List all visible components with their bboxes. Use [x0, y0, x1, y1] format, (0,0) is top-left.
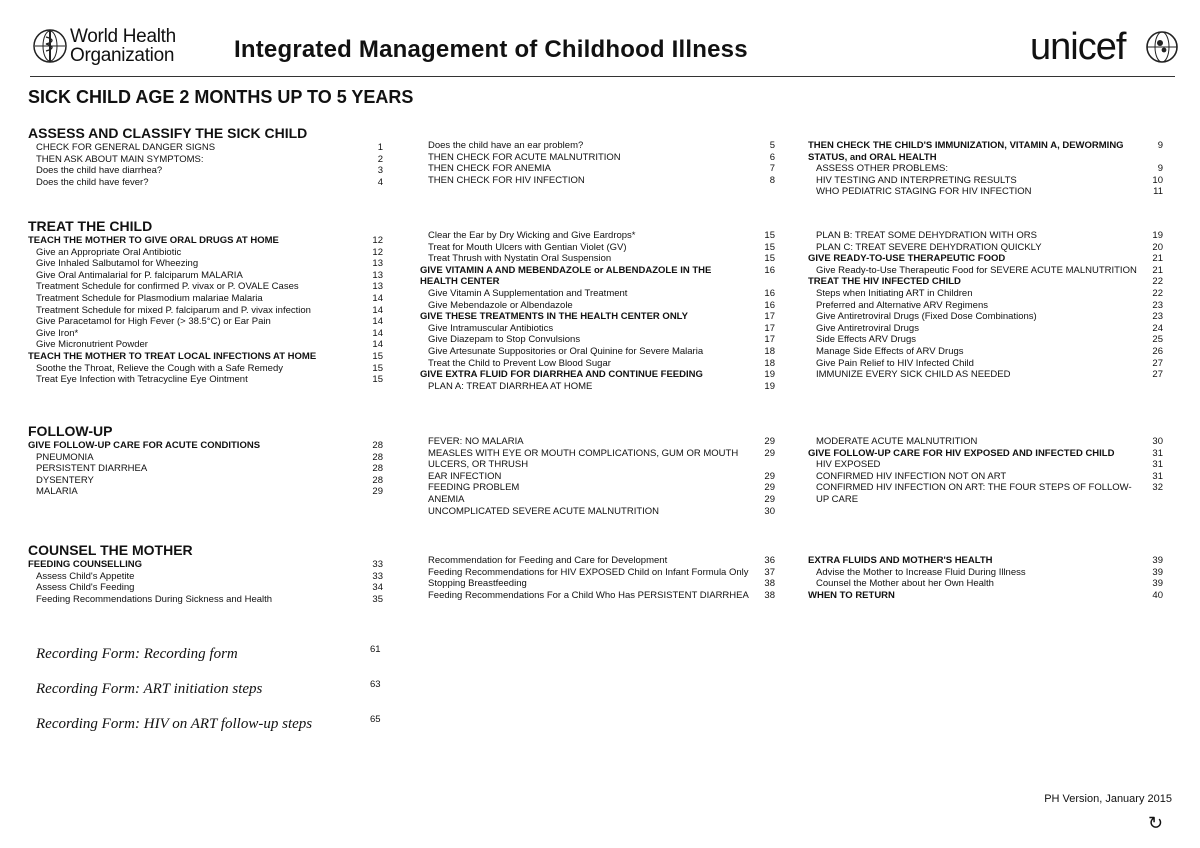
toc-entry[interactable]: [28, 305, 383, 317]
toc-entry-label: THEN CHECK THE CHILD'S IMMUNIZATION, VITAMIN A, DEWORMING STATUS, and ORAL HEALTH: [808, 140, 1124, 163]
toc-entry[interactable]: [808, 346, 1163, 358]
toc-entry-page: 6: [769, 151, 775, 163]
toc-entry[interactable]: [28, 328, 383, 340]
toc-entry-label: Treat for Mouth Ulcers with Gentian Violet (GV): [428, 241, 627, 253]
toc-entry-label: Give Antiretroviral Drugs (Fixed Dose Combinations): [816, 311, 1037, 323]
toc-entry-page: 31: [1152, 447, 1163, 459]
followup-col2: [420, 436, 775, 517]
unicef-emblem-icon: [1145, 30, 1179, 64]
toc-entry-page: 28: [372, 463, 383, 475]
counsel-col1: [28, 559, 383, 605]
toc-entry-label: Give Micronutrient Powder: [36, 339, 148, 351]
recording-form-page: 63: [370, 679, 381, 690]
toc-entry[interactable]: [28, 363, 383, 375]
toc-entry-page: 15: [764, 230, 775, 241]
toc-entry[interactable]: [808, 163, 1163, 175]
toc-entry-page: 33: [372, 570, 383, 582]
toc-entry[interactable]: [28, 177, 383, 189]
toc-entry[interactable]: [420, 567, 775, 579]
toc-entry[interactable]: [808, 448, 1163, 460]
toc-entry-label: MODERATE ACUTE MALNUTRITION: [816, 436, 978, 447]
toc-entry[interactable]: [420, 448, 775, 471]
toc-entry-page: 4: [377, 176, 383, 188]
toc-entry-page: 19: [1152, 230, 1163, 241]
toc-entry[interactable]: [420, 323, 775, 335]
toc-entry-label: Give Diazepam to Stop Convulsions: [428, 334, 581, 346]
toc-entry[interactable]: [420, 175, 775, 187]
toc-entry[interactable]: [808, 567, 1163, 579]
toc-entry-page: 21: [1152, 253, 1163, 265]
toc-entry[interactable]: [808, 369, 1163, 381]
toc-entry[interactable]: [808, 358, 1163, 370]
toc-entry[interactable]: [420, 471, 775, 483]
toc-entry-page: 29: [764, 482, 775, 494]
toc-entry-page: 17: [764, 311, 775, 323]
header: [0, 0, 1200, 80]
recording-form-link[interactable]: Recording Form: ART initiation steps: [36, 681, 263, 697]
toc-entry-page: 16: [764, 299, 775, 311]
toc-entry[interactable]: [808, 555, 1163, 567]
who-wordmark: [70, 27, 176, 65]
toc-entry-label: THEN ASK ABOUT MAIN SYMPTOMS:: [36, 153, 204, 165]
toc-entry-page: 16: [764, 287, 775, 299]
toc-entry[interactable]: [28, 316, 383, 328]
toc-entry-page: 27: [1152, 357, 1163, 369]
treat-col2: [420, 230, 775, 392]
toc-entry-label: FEEDING COUNSELLING: [28, 559, 143, 570]
toc-entry-label: PLAN B: TREAT SOME DEHYDRATION WITH ORS: [816, 230, 1037, 241]
treat-col3-block: [808, 230, 1163, 381]
toc-entry-label: HIV TESTING AND INTERPRETING RESULTS: [816, 174, 1017, 186]
counsel-col3-block: [808, 555, 1163, 601]
toc-entry-page: 21: [1152, 264, 1163, 276]
toc-entry-label: GIVE THESE TREATMENTS IN THE HEALTH CENTER ONLY: [420, 311, 688, 323]
toc-entry-page: 23: [1152, 311, 1163, 323]
toc-entry-page: 8: [769, 174, 775, 186]
who-emblem-icon: [32, 28, 68, 64]
toc-entry-page: 24: [1152, 322, 1163, 334]
toc-entry-label: Stopping Breastfeeding: [428, 578, 527, 590]
toc-entry-page: 1: [377, 142, 383, 153]
toc-entry[interactable]: [28, 452, 383, 464]
toc-entry-label: THEN CHECK FOR HIV INFECTION: [428, 174, 585, 186]
toc-entry[interactable]: [808, 323, 1163, 335]
toc-entry-page: 33: [372, 559, 383, 570]
toc-entry-label: PLAN C: TREAT SEVERE DEHYDRATION QUICKLY: [816, 241, 1042, 253]
org-line-1: World Health: [70, 26, 176, 47]
page-subtitle: SICK CHILD AGE 2 MONTHS UP TO 5 YEARS: [28, 87, 414, 107]
toc-entry-page: 12: [372, 235, 383, 246]
toc-entry[interactable]: [808, 300, 1163, 312]
toc-entry-label: Recommendation for Feeding and Care for Development: [428, 555, 668, 566]
toc-entry[interactable]: [420, 163, 775, 175]
toc-entry-label: Give Paracetamol for High Fever (> 38.5°C) or Ear Pain: [36, 316, 271, 328]
toc-entry-label: Does the child have diarrhea?: [36, 165, 163, 177]
toc-entry-label: Feeding Recommendations for HIV EXPOSED Child on Infant Formula Only: [428, 566, 749, 578]
toc-entry-page: 19: [764, 380, 775, 392]
toc-entry[interactable]: [28, 281, 383, 293]
toc-entry-page: 31: [1152, 470, 1163, 482]
toc-entry-page: 5: [769, 140, 775, 151]
header-divider: [30, 76, 1175, 77]
toc-entry-page: 2: [377, 153, 383, 165]
toc-entry-page: 12: [372, 246, 383, 258]
toc-entry[interactable]: [28, 582, 383, 594]
recording-form-link[interactable]: Recording Form: HIV on ART follow-up steps: [36, 716, 313, 732]
toc-entry-page: 22: [1152, 287, 1163, 299]
toc-entry-label: Give Artesunate Suppositories or Oral Quinine for Severe Malaria: [428, 345, 704, 357]
toc-entry-page: 35: [372, 593, 383, 605]
toc-entry-page: 18: [764, 345, 775, 357]
toc-entry-label: Feeding Recommendations During Sickness and Health: [36, 593, 273, 605]
toc-entry-page: 17: [764, 334, 775, 346]
followup-section: [28, 424, 383, 498]
toc-entry[interactable]: [420, 482, 775, 494]
toc-entry-label: Give Oral Antimalarial for P. falciparum MALARIA: [36, 269, 243, 281]
toc-entry-page: 37: [764, 566, 775, 578]
counsel-col3: [808, 555, 1163, 601]
counsel-col2-block: [420, 555, 775, 601]
assess-section: [28, 126, 383, 188]
toc-entry-page: 29: [764, 447, 775, 459]
toc-entry-page: 14: [372, 339, 383, 351]
toc-entry-label: ANEMIA: [428, 493, 465, 505]
toc-entry-page: 9: [1157, 140, 1163, 151]
toc-entry-label: IMMUNIZE EVERY SICK CHILD AS NEEDED: [816, 369, 1011, 381]
toc-entry-label: FEEDING PROBLEM: [428, 482, 520, 494]
toc-entry[interactable]: [808, 436, 1163, 448]
recording-form-link[interactable]: Recording Form: Recording form: [36, 646, 238, 662]
toc-entry-label: EAR INFECTION: [428, 470, 502, 482]
toc-entry-label: GIVE FOLLOW-UP CARE FOR HIV EXPOSED AND INFECTED CHILD: [808, 447, 1115, 459]
toc-entry-label: Give Inhaled Salbutamol for Wheezing: [36, 258, 199, 270]
toc-entry-label: GIVE READY-TO-USE THERAPEUTIC FOOD: [808, 253, 1006, 265]
assess-col2-block: [420, 140, 775, 186]
unicef-wordmark: unicef: [1030, 26, 1126, 68]
toc-entry[interactable]: [420, 555, 775, 567]
toc-entry-page: 13: [372, 281, 383, 293]
toc-entry[interactable]: [28, 339, 383, 351]
section-heading: COUNSEL THE MOTHER: [28, 542, 193, 558]
toc-entry[interactable]: [420, 358, 775, 370]
toc-entry[interactable]: [808, 578, 1163, 590]
toc-entry-label: WHEN TO RETURN: [808, 589, 895, 601]
toc-entry-page: 13: [372, 269, 383, 281]
toc-entry[interactable]: [420, 230, 775, 242]
toc-entry-page: 11: [1153, 186, 1163, 198]
toc-entry-page: 32: [1152, 482, 1163, 494]
refresh-icon[interactable]: ↻: [1148, 813, 1164, 833]
toc-entry-label: HIV EXPOSED: [816, 459, 881, 471]
version-note: PH Version, January 2015: [1044, 793, 1172, 805]
toc-entry[interactable]: [420, 311, 775, 323]
toc-entry[interactable]: [28, 440, 383, 452]
toc-entry-label: Side Effects ARV Drugs: [816, 334, 916, 346]
toc-entry-label: Advise the Mother to Increase Fluid During Illness: [816, 566, 1026, 578]
recording-form-page: 65: [370, 714, 381, 725]
toc-entry[interactable]: [420, 590, 775, 602]
toc-entry-label: CONFIRMED HIV INFECTION NOT ON ART: [816, 470, 1007, 482]
toc-entry[interactable]: [28, 559, 383, 571]
toc-entry-label: Treat Eye Infection with Tetracycline Eye Ointment: [36, 374, 248, 386]
toc-entry-label: GIVE EXTRA FLUID FOR DIARRHEA AND CONTINUE FEEDING: [420, 369, 703, 381]
toc-entry-page: 3: [377, 165, 383, 177]
toc-entry[interactable]: [808, 230, 1163, 242]
toc-entry-label: UNCOMPLICATED SEVERE ACUTE MALNUTRITION: [428, 505, 660, 517]
toc-entry-label: Give Iron*: [36, 327, 79, 339]
assess-col3-block: [808, 140, 1163, 198]
toc-entry-label: PNEUMONIA: [36, 451, 94, 463]
toc-entry[interactable]: [808, 140, 1163, 163]
toc-entry[interactable]: [808, 242, 1163, 254]
toc-entry-label: Assess Child's Feeding: [36, 582, 135, 594]
toc-entry-label: Steps when Initiating ART in Children: [816, 287, 973, 299]
toc-entry-label: Treatment Schedule for confirmed P. vivax or P. OVALE Cases: [36, 281, 299, 293]
toc-entry-page: 13: [372, 258, 383, 270]
followup-col3-block: [808, 436, 1163, 506]
toc-entry-label: TEACH THE MOTHER TO TREAT LOCAL INFECTIONS AT HOME: [28, 350, 317, 362]
toc-entry[interactable]: [28, 351, 383, 363]
toc-entry[interactable]: [420, 506, 775, 518]
toc-entry[interactable]: [420, 140, 775, 152]
treat-col2-block: [420, 230, 775, 392]
toc-entry-page: 19: [764, 369, 775, 381]
toc-entry[interactable]: [28, 142, 383, 154]
toc-entry-page: 38: [764, 589, 775, 601]
toc-entry-label: TEACH THE MOTHER TO GIVE ORAL DRUGS AT HOME: [28, 235, 279, 246]
toc-entry-label: Feeding Recommendations For a Child Who Has PERSISTENT DIARRHEA: [428, 589, 749, 601]
toc-entry-page: 16: [764, 264, 775, 276]
toc-entry-page: 25: [1152, 334, 1163, 346]
toc-entry-page: 40: [1152, 589, 1163, 601]
toc-entry-label: Clear the Ear by Dry Wicking and Give Eardrops*: [428, 230, 636, 241]
toc-entry[interactable]: [808, 311, 1163, 323]
toc-entry-page: 39: [1152, 566, 1163, 578]
toc-entry-label: Give Intramuscular Antibiotics: [428, 322, 554, 334]
toc-entry[interactable]: [28, 374, 383, 386]
toc-entry-page: 22: [1152, 276, 1163, 288]
toc-entry-page: 14: [372, 304, 383, 316]
toc-entry-page: 28: [372, 451, 383, 463]
toc-entry[interactable]: [420, 253, 775, 265]
toc-entry-page: 9: [1157, 163, 1163, 175]
toc-entry-page: 29: [764, 470, 775, 482]
toc-entry[interactable]: [28, 475, 383, 487]
followup-col2-block: [420, 436, 775, 517]
toc-entry[interactable]: [420, 334, 775, 346]
followup-col3: [808, 436, 1163, 506]
toc-entry-page: 29: [764, 436, 775, 447]
toc-entry[interactable]: [808, 253, 1163, 265]
toc-entry-page: 27: [1152, 369, 1163, 381]
toc-entry[interactable]: [28, 235, 383, 247]
counsel-col2: [420, 555, 775, 601]
toc-entry-label: Assess Child's Appetite: [36, 570, 135, 582]
toc-entry-label: Give Mebendazole or Albendazole: [428, 299, 573, 311]
toc-entry-label: Give Ready-to-Use Therapeutic Food for SEVERE ACUTE MALNUTRITION: [816, 264, 1137, 276]
toc-entry-label: MEASLES WITH EYE OR MOUTH COMPLICATIONS, GUM OR MOUTH ULCERS, OR THRUSH: [428, 447, 739, 471]
toc-entry[interactable]: [28, 258, 383, 270]
toc-entry-label: Preferred and Alternative ARV Regimens: [816, 299, 988, 311]
toc-entry-page: 28: [372, 440, 383, 451]
toc-entry-page: 30: [764, 505, 775, 517]
toc-entry-label: TREAT THE HIV INFECTED CHILD: [808, 276, 961, 288]
toc-entry[interactable]: [808, 265, 1163, 277]
toc-entry-label: Manage Side Effects of ARV Drugs: [816, 345, 964, 357]
assess-col1: [28, 142, 383, 188]
toc-entry[interactable]: [28, 463, 383, 475]
toc-entry-page: 20: [1152, 241, 1163, 253]
toc-entry[interactable]: [808, 459, 1163, 471]
toc-entry[interactable]: [420, 381, 775, 393]
toc-entry-page: 34: [372, 582, 383, 594]
toc-entry-label: THEN CHECK FOR ACUTE MALNUTRITION: [428, 151, 621, 163]
toc-entry[interactable]: [808, 471, 1163, 483]
toc-entry[interactable]: [420, 578, 775, 590]
toc-entry[interactable]: [28, 154, 383, 166]
followup-col1: [28, 440, 383, 498]
recording-form-page: 61: [370, 644, 381, 655]
toc-entry[interactable]: [420, 369, 775, 381]
toc-entry[interactable]: [420, 152, 775, 164]
toc-entry[interactable]: [420, 346, 775, 358]
toc-entry-label: PLAN A: TREAT DIARRHEA AT HOME: [428, 380, 593, 392]
treat-section: [28, 219, 383, 386]
toc-entry[interactable]: [420, 288, 775, 300]
toc-entry-page: 7: [769, 163, 775, 175]
toc-entry-label: Give an Appropriate Oral Antibiotic: [36, 246, 182, 258]
toc-entry-page: 28: [372, 474, 383, 486]
counsel-section: [28, 543, 383, 605]
assess-col3: [808, 140, 1163, 198]
toc-entry-page: 15: [764, 241, 775, 253]
toc-entry-label: Give Antiretroviral Drugs: [816, 322, 919, 334]
toc-entry-page: 31: [1152, 459, 1163, 471]
toc-entry[interactable]: [420, 265, 775, 288]
toc-entry-label: DYSENTERY: [36, 474, 94, 486]
toc-entry-label: Give Pain Relief to HIV Infected Child: [816, 357, 974, 369]
toc-entry-page: 15: [372, 374, 383, 386]
toc-entry-page: 18: [764, 357, 775, 369]
toc-entry-label: Counsel the Mother about her Own Health: [816, 578, 994, 590]
toc-entry[interactable]: [28, 247, 383, 259]
toc-entry[interactable]: [808, 186, 1163, 198]
toc-entry-label: Soothe the Throat, Relieve the Cough with a Safe Remedy: [36, 362, 283, 374]
section-heading: TREAT THE CHILD: [28, 218, 153, 234]
toc-entry-label: EXTRA FLUIDS AND MOTHER'S HEALTH: [808, 555, 993, 566]
toc-entry-page: 36: [764, 555, 775, 566]
toc-entry-page: 15: [372, 362, 383, 374]
toc-entry-label: THEN CHECK FOR ANEMIA: [428, 163, 551, 175]
toc-entry-label: Does the child have fever?: [36, 176, 149, 188]
toc-entry[interactable]: [420, 436, 775, 448]
toc-entry-label: Give Vitamin A Supplementation and Treatment: [428, 287, 628, 299]
toc-entry[interactable]: [28, 270, 383, 282]
toc-entry-label: ASSESS OTHER PROBLEMS:: [816, 163, 948, 175]
toc-entry-label: WHO PEDIATRIC STAGING FOR HIV INFECTION: [816, 186, 1032, 198]
toc-entry[interactable]: [808, 288, 1163, 300]
toc-entry-label: CHECK FOR GENERAL DANGER SIGNS: [36, 142, 216, 153]
org-line-2: Organization: [70, 45, 175, 66]
toc-entry-label: FEVER: NO MALARIA: [428, 436, 524, 447]
toc-entry[interactable]: [420, 242, 775, 254]
toc-entry-page: 15: [764, 253, 775, 265]
toc-entry-page: 17: [764, 322, 775, 334]
toc-entry-page: 23: [1152, 299, 1163, 311]
toc-entry-label: Does the child have an ear problem?: [428, 140, 584, 151]
toc-entry-page: 14: [372, 327, 383, 339]
toc-entry[interactable]: [808, 276, 1163, 288]
toc-entry-page: 14: [372, 292, 383, 304]
toc-entry-page: 29: [372, 486, 383, 498]
toc-entry[interactable]: [28, 165, 383, 177]
toc-entry-label: Treatment Schedule for mixed P. falciparum and P. vivax infection: [36, 304, 311, 316]
toc-entry[interactable]: [28, 571, 383, 583]
toc-entry-page: 38: [764, 578, 775, 590]
toc-entry[interactable]: [808, 482, 1163, 505]
toc-entry-label: Treatment Schedule for Plasmodium malariae Malaria: [36, 292, 263, 304]
toc-entry-page: 10: [1152, 174, 1163, 186]
section-heading: ASSESS AND CLASSIFY THE SICK CHILD: [28, 125, 308, 141]
toc-entry-label: GIVE VITAMIN A AND MEBENDAZOLE or ALBENDAZOLE IN THE HEALTH CENTER: [420, 264, 712, 288]
toc-entry-page: 15: [372, 350, 383, 362]
toc-entry-label: Treat the Child to Prevent Low Blood Sugar: [428, 357, 611, 369]
assess-col2: [420, 140, 775, 186]
page-title: Integrated Management of Childhood Illness: [234, 36, 748, 63]
toc-entry-label: GIVE FOLLOW-UP CARE FOR ACUTE CONDITIONS: [28, 440, 261, 451]
treat-col3: [808, 230, 1163, 381]
toc-entry-page: 30: [1152, 436, 1163, 447]
toc-entry-page: 39: [1152, 555, 1163, 566]
toc-entry[interactable]: [808, 590, 1163, 602]
toc-entry[interactable]: [420, 494, 775, 506]
toc-entry[interactable]: [28, 293, 383, 305]
toc-entry-label: Treat Thrush with Nystatin Oral Suspension: [428, 253, 612, 265]
toc-entry-page: 14: [372, 316, 383, 328]
toc-entry-label: PERSISTENT DIARRHEA: [36, 463, 148, 475]
toc-entry[interactable]: [420, 300, 775, 312]
toc-entry[interactable]: [28, 594, 383, 606]
toc-entry-page: 29: [764, 493, 775, 505]
toc-entry[interactable]: [808, 334, 1163, 346]
treat-col1: [28, 235, 383, 386]
toc-entry-label: CONFIRMED HIV INFECTION ON ART: THE FOUR STEPS OF FOLLOW-UP CARE: [816, 482, 1132, 505]
toc-entry[interactable]: [808, 175, 1163, 187]
toc-entry[interactable]: [28, 486, 383, 498]
toc-entry-page: 39: [1152, 578, 1163, 590]
toc-entry-label: MALARIA: [36, 486, 78, 498]
section-heading: FOLLOW-UP: [28, 423, 113, 439]
toc-entry-page: 26: [1152, 345, 1163, 357]
